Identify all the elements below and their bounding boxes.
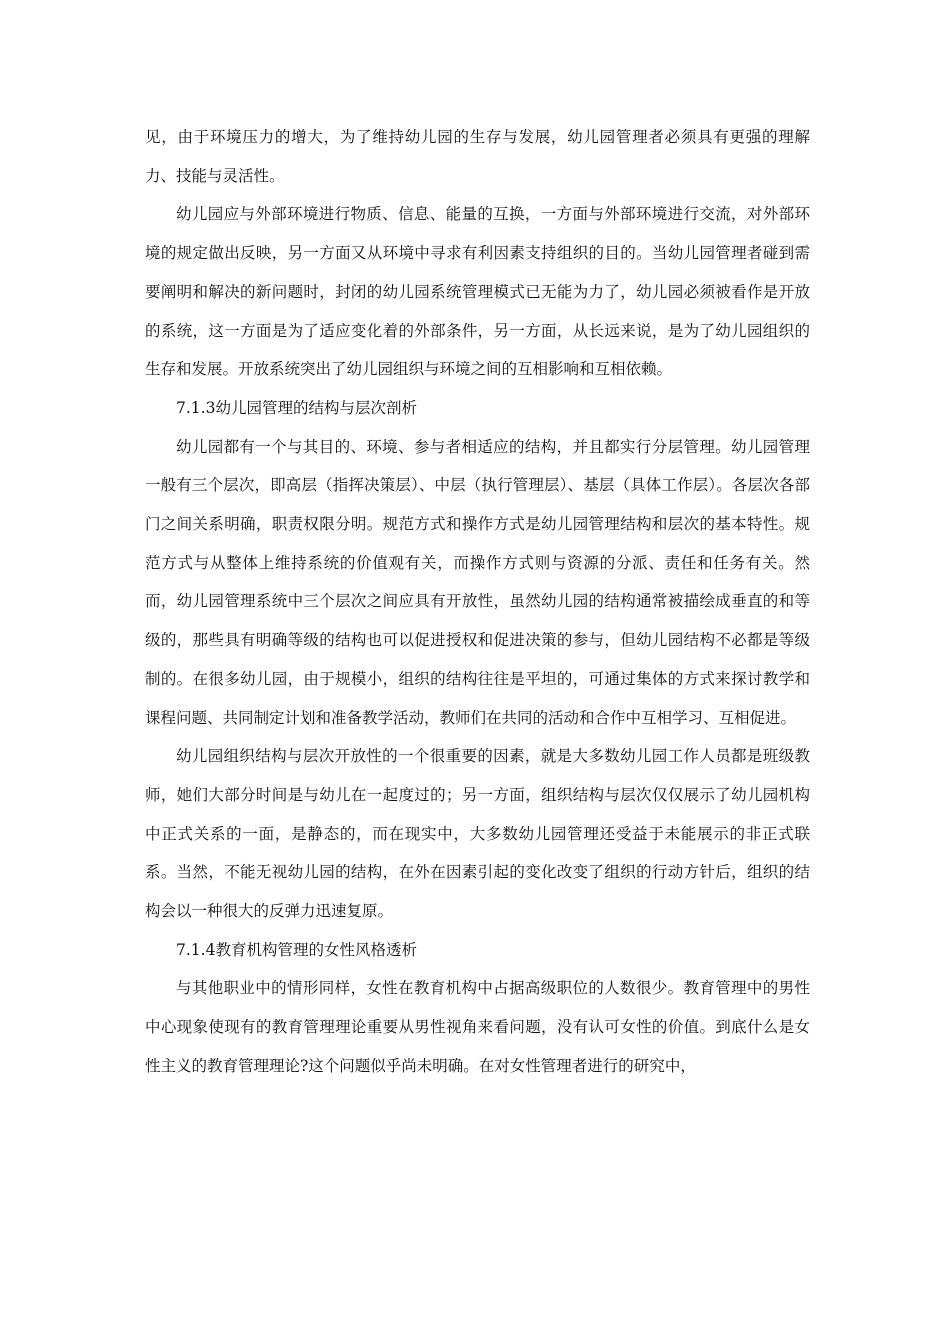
document-body [145, 118, 810, 1086]
paragraph-structure-openness: 幼儿园组织结构与层次开放性的一个很重要的因素，就是大多数幼儿园工作人员都是班级教师，她们大部分时间是与幼儿在一起度过的；另一方面，组织结构与层次仅仅展示了幼儿园机构中正式关系的一面，是静态的，而在现实中，大多数幼儿园管理还受益于未能展示的非正式联系。当然，不能无视幼儿园的结构，在外在因素引起的变化改变了组织的行动方针后，组织的结构会以一种很大的反弹力迅速复原。 [145, 747, 810, 921]
paragraph-structure-levels: 幼儿园都有一个与其目的、环境、参与者相适应的结构，并且都实行分层管理。幼儿园管理一般有三个层次，即高层（指挥决策层）、中层（执行管理层）、基层（具体工作层）。各层次各部门之间关系明确，职责权限分明。规范方式和操作方式是幼儿园管理结构和层次的基本特性。规范方式与从整体上维持系统的价值观有关，而操作方式则与资源的分派、责任和任务有关。然而，幼儿园管理系统中三个层次之间应具有开放性，虽然幼儿园的结构通常被描绘成垂直的和等级的，那些具有明确等级的结构也可以促进授权和促进决策的参与，但幼儿园结构不必都是等级制的。在很多幼儿园，由于规模小，组织的结构往往是平坦的，可通过集体的方式来探讨教学和课程问题、共同制定计划和准备教学活动，教师们在共同的活动和合作中互相学习、互相促进。 [145, 437, 810, 727]
section-heading-7-1-3: 7.1.3幼儿园管理的结构与层次剖析 [176, 398, 417, 417]
section-heading-7-1-4: 7.1.4教育机构管理的女性风格透析 [176, 940, 417, 959]
paragraph-open-system: 幼儿园应与外部环境进行物质、信息、能量的互换，一方面与外部环境进行交流，对外部环境的规定做出反映，另一方面又从环境中寻求有利因素支持组织的目的。当幼儿园管理者碰到需要阐明和解决的新问题时，封闭的幼儿园系统管理模式已无能为力了，幼儿园必须被看作是开放的系统，这一方面是为了适应变化着的外部条件，另一方面，从长远来说，是为了幼儿园组织的生存和发展。开放系统突出了幼儿园组织与环境之间的互相影响和互相依赖。 [145, 205, 810, 379]
paragraph-female-style: 与其他职业中的情形同样，女性在教育机构中占据高级职位的人数很少。教育管理中的男性中心现象使现有的教育管理理论重要从男性视角来看问题，没有认可女性的价值。到底什么是女性主义的教育管理理论?这个问题似乎尚未明确。在对女性管理者进行的研究中， [145, 979, 810, 1075]
paragraph-continuation: 见，由于环境压力的增大，为了维持幼儿园的生存与发展，幼儿园管理者必须具有更强的理解力、技能与灵活性。 [145, 128, 810, 185]
